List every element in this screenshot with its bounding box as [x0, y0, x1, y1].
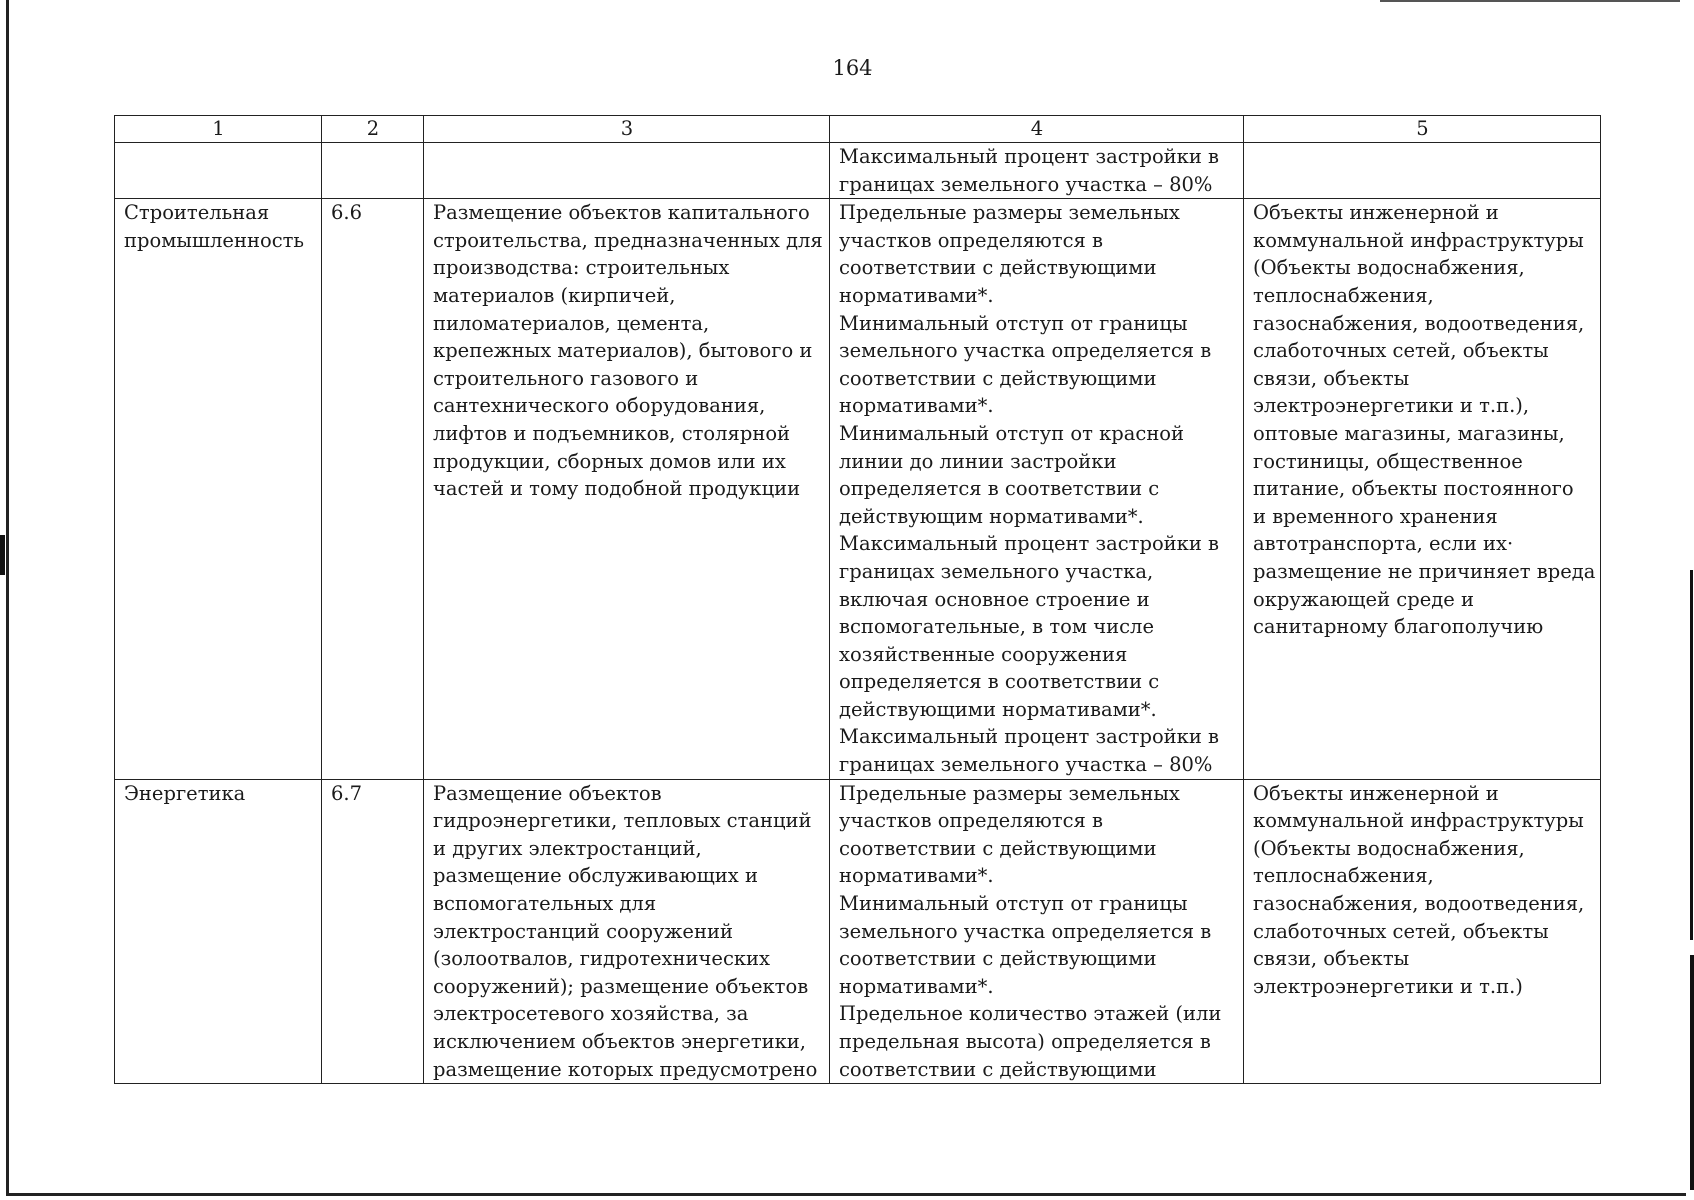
- cell-text-line: размещение обслуживающих и: [433, 864, 758, 888]
- scan-edge-top: [1380, 0, 1680, 2]
- cell-text-line: определяется в соответствии с: [839, 477, 1160, 501]
- cell-text-line: теплоснабжения,: [1253, 864, 1434, 888]
- scan-edge-left: [6, 0, 9, 1195]
- page-number: 164: [832, 56, 873, 80]
- cell-text-line: слаботочных сетей, объекты: [1253, 919, 1549, 943]
- cell-text-line: промышленность: [124, 228, 305, 252]
- cell-text-line: электростанций сооружений: [433, 919, 733, 943]
- cell-text-line: пиломатериалов, цемента,: [433, 311, 710, 335]
- cell-text-line: Размещение объектов: [433, 781, 662, 805]
- cell-text-line: газоснабжения, водоотведения,: [1253, 311, 1585, 335]
- cell-text-line: лифтов и подъемников, столярной: [433, 421, 791, 445]
- table-row: [115, 779, 1601, 1084]
- cell-use-auxiliary: [1244, 143, 1601, 199]
- header-col-1: 1: [115, 116, 322, 143]
- cell-text-line: Размещение объектов капитального: [433, 201, 810, 225]
- cell-text-line: связи, объекты: [1253, 947, 1410, 971]
- cell-text-line: соответствии с действующими: [839, 1057, 1157, 1081]
- cell-text-line: Минимальный отступ от границы: [839, 892, 1188, 916]
- cell-text-line: строительного газового и: [433, 366, 699, 390]
- cell-text-line: земельного участка определяется в: [839, 339, 1212, 363]
- cell-text-line: Предельные размеры земельных: [839, 781, 1180, 805]
- cell-text-line: участков определяются в: [839, 228, 1103, 252]
- cell-text-line: вспомогательных для: [433, 892, 657, 916]
- cell-use-code: [322, 779, 424, 1084]
- cell-text-line: оптовые магазины, магазины,: [1253, 421, 1565, 445]
- cell-text-line: размещение которых предусмотрено: [433, 1057, 818, 1081]
- cell-text-line: гидроэнергетики, тепловых станций: [433, 809, 812, 833]
- cell-text-line: сантехнического оборудования,: [433, 394, 766, 418]
- scan-edge-left-mark: [0, 535, 5, 575]
- cell-text-line: электроэнергетики и т.п.),: [1253, 394, 1530, 418]
- cell-text-line: включая основное строение и: [839, 587, 1150, 611]
- cell-text-line: нормативами*.: [839, 283, 994, 307]
- cell-text-line: Объекты инженерной и: [1253, 781, 1499, 805]
- cell-text-line: действующим нормативами*.: [839, 504, 1144, 528]
- cell-text-line: Объекты инженерной и: [1253, 201, 1499, 225]
- cell-text-line: коммунальной инфраструктуры: [1253, 809, 1584, 833]
- cell-text-line: предельная высота) определяется в: [839, 1030, 1211, 1053]
- cell-text-line: соответствии с действующими: [839, 366, 1157, 390]
- cell-text-line: (Объекты водоснабжения,: [1253, 836, 1525, 860]
- cell-text-line: связи, объекты: [1253, 366, 1410, 390]
- cell-text-line: электросетевого хозяйства, за: [433, 1002, 749, 1026]
- cell-text-line: частей и тому подобной продукции: [433, 477, 801, 501]
- scan-edge-right-mark: [1690, 955, 1694, 1190]
- cell-text-line: строительства, предназначенных для: [433, 228, 823, 252]
- cell-use-auxiliary: [1244, 199, 1601, 779]
- cell-text-line: соответствии с действующими: [839, 836, 1157, 860]
- cell-text-line: производства: строительных: [433, 256, 730, 280]
- cell-text-line: определяется в соответствии с: [839, 670, 1160, 694]
- cell-text-line: 6.7: [331, 781, 363, 805]
- cell-text-line: нормативами*.: [839, 864, 994, 888]
- cell-text-line: действующими нормативами*.: [839, 697, 1157, 721]
- cell-text-line: границах земельного участка – 80%: [839, 753, 1213, 777]
- cell-text-line: соответствии с действующими: [839, 947, 1157, 971]
- cell-text-line: 6.6: [331, 201, 363, 225]
- cell-text-line: Максимальный процент застройки в: [839, 725, 1220, 749]
- cell-text-line: Максимальный процент застройки в: [839, 145, 1220, 168]
- cell-use-auxiliary: [1244, 779, 1601, 1084]
- cell-use-code: [322, 199, 424, 779]
- cell-text-line: вспомогательные, в том числе: [839, 615, 1154, 639]
- table-row: [115, 199, 1601, 779]
- cell-text-line: размещение не причиняет вреда: [1253, 559, 1596, 583]
- cell-text-line: слаботочных сетей, объекты: [1253, 339, 1549, 363]
- cell-text-line: исключением объектов энергетики,: [433, 1030, 806, 1053]
- cell-text-line: окружающей среде и: [1253, 587, 1474, 611]
- cell-text-line: участков определяются в: [839, 809, 1103, 833]
- cell-text-line: земельного участка определяется в: [839, 919, 1212, 943]
- cell-text-line: Предельные размеры земельных: [839, 201, 1180, 225]
- scan-edge-right-mark: [1690, 570, 1693, 940]
- table-header-row: [115, 116, 1601, 143]
- cell-text-line: гостиницы, общественное: [1253, 449, 1523, 473]
- cell-use-description: [424, 779, 830, 1084]
- cell-use-code: [322, 143, 424, 199]
- zoning-table: [114, 115, 1601, 1084]
- cell-use-description: [424, 199, 830, 779]
- header-col-2: 2: [322, 116, 424, 143]
- cell-use-parameters: [830, 199, 1244, 779]
- cell-text-line: границах земельного участка,: [839, 559, 1154, 583]
- cell-text-line: Максимальный процент застройки в: [839, 532, 1220, 556]
- cell-text-line: и других электростанций,: [433, 836, 702, 860]
- header-col-4: 4: [830, 116, 1244, 143]
- cell-use-name: [115, 143, 322, 199]
- cell-use-parameters: [830, 779, 1244, 1084]
- cell-text-line: продукции, сборных домов или их: [433, 449, 786, 473]
- header-col-3: 3: [424, 116, 830, 143]
- cell-text-line: автотранспорта, если их·: [1253, 532, 1514, 556]
- cell-use-parameters: [830, 143, 1244, 199]
- header-col-5: 5: [1244, 116, 1601, 143]
- cell-text-line: хозяйственные сооружения: [839, 642, 1128, 666]
- cell-text-line: сооружений); размещение объектов: [433, 974, 809, 998]
- cell-use-description: [424, 143, 830, 199]
- cell-text-line: границах земельного участка – 80%: [839, 172, 1213, 196]
- cell-text-line: электроэнергетики и т.п.): [1253, 974, 1523, 998]
- table-row: [115, 143, 1601, 199]
- cell-text-line: санитарному благополучию: [1253, 615, 1544, 639]
- cell-text-line: газоснабжения, водоотведения,: [1253, 892, 1585, 916]
- scan-edge-bottom: [6, 1193, 1686, 1196]
- cell-text-line: Минимальный отступ от границы: [839, 311, 1188, 335]
- cell-text-line: нормативами*.: [839, 394, 994, 418]
- cell-use-name: [115, 199, 322, 779]
- cell-text-line: питание, объекты постоянного: [1253, 477, 1574, 501]
- cell-text-line: (золоотвалов, гидротехнических: [433, 947, 771, 971]
- cell-text-line: Строительная: [124, 201, 270, 225]
- cell-text-line: нормативами*.: [839, 974, 994, 998]
- cell-text-line: крепежных материалов), бытового и: [433, 339, 813, 363]
- cell-text-line: Минимальный отступ от красной: [839, 421, 1185, 445]
- cell-text-line: и временного хранения: [1253, 504, 1498, 528]
- cell-text-line: соответствии с действующими: [839, 256, 1157, 280]
- cell-text-line: Предельное количество этажей (или: [839, 1002, 1222, 1026]
- cell-text-line: Энергетика: [124, 781, 246, 805]
- cell-use-name: [115, 779, 322, 1084]
- cell-text-line: коммунальной инфраструктуры: [1253, 228, 1584, 252]
- cell-text-line: (Объекты водоснабжения,: [1253, 256, 1525, 280]
- cell-text-line: материалов (кирпичей,: [433, 283, 676, 307]
- cell-text-line: линии до линии застройки: [839, 449, 1117, 473]
- cell-text-line: теплоснабжения,: [1253, 283, 1434, 307]
